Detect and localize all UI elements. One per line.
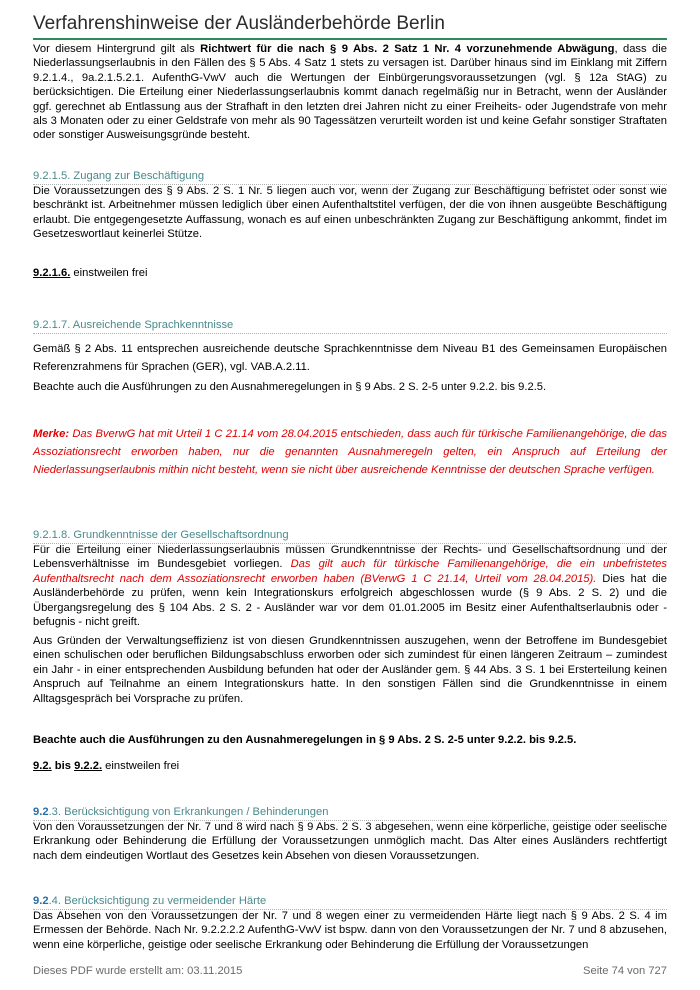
intro-text-1: Vor diesem Hintergrund gilt als (33, 43, 201, 55)
page-title: Verfahrenshinweise der Ausländerbehörde Berlin (33, 13, 667, 40)
merke-label: Merke: (33, 428, 70, 440)
section-heading-9-2-3 (33, 805, 667, 821)
footer-page-number: Seite 74 von 727 (583, 965, 667, 977)
section-number: 9.2 (33, 806, 49, 818)
section-9-2-range (33, 759, 667, 773)
section-9-2-4-text: Das Absehen von den Voraussetzungen der Nr. 7 und 8 wegen einer zu vermeidenden Härte liegt nach § 9 Abs. 2 S. 4 im Ermessen der Behörde. Nach Nr. 9.2.2.2.2 AufenthG-VwV ist bspw. dann von den Voraussetzungen der Nr. 7 und 8 abzusehen, wenn eine körperliche, geistige oder seelische Erkrankung oder Behinderung die Erfüllung der Voraussetzungen (33, 910, 667, 951)
section-9-2-1-7-text-2: Beachte auch die Ausführungen zu den Ausnahmeregelungen in § 9 Abs. 2 S. 2-5 unter 9.2.2. bis 9.2.5. (33, 381, 547, 393)
intro-paragraph (33, 42, 667, 143)
section-9-2-1-8-text-1 (33, 543, 667, 629)
section-text: einstweilen frei (70, 267, 148, 279)
heading-text: .4. Berücksichtigung zu vermeidender Härte (48, 895, 267, 907)
footer-created-date: Dieses PDF wurde erstellt am: 03.11.2015 (33, 965, 243, 977)
text-part: Für die Erteilung einer Niederlassungserlaubnis müssen Grundkenntnisse der Rechts- und Gesellschaftsordnung und der Lebensverhältnisse im Bundesgebiet vorliegen. (33, 544, 667, 571)
page-footer (33, 965, 667, 977)
section-heading-9-2-4 (33, 894, 667, 910)
section-heading-9-2-1-8: 9.2.1.8. Grundkenntnisse der Gesellschaftsordnung (33, 528, 667, 544)
section-9-2-1-7-text-1: Gemäß § 2 Abs. 11 entsprechen ausreichende deutsche Sprachkenntnisse dem Niveau B1 des Gemeinsamen Europäischen Referenzrahmens für Sprachen (GER), vgl. VAB.A.2.11. (33, 343, 667, 373)
range-word: bis (51, 760, 75, 772)
section-number: 9.2.2. (74, 760, 103, 772)
intro-text-2: , dass die Niederlassungserlaubnis in den Fällen des § 5 Abs. 4 Satz 1 stets zu versagen ist. Darüber hinaus sind im Einklang mit Ziffern 9.2.1.4., 9a.2.1.5.2.1. AufenthG-VwV auch die Wertungen der Einbürgerungsvoraussetzungen (vgl. § 12a StAG) zu berücksichtigen. Die Erteilung einer Niederlassungserlaubnis kommt danach regelmäßig nur in Betracht, wenn der Ausländer ggf. gerechnet ab Entlassung aus der Strafhaft in den letzten drei Jahren nicht zu einer Freiheits- oder Jugendstrafe von mehr als 3 Monaten oder zu einer Geldstrafe von mehr als 90 Tagessätzen verurteilt worden ist und keine Gefahr sonstiger Straftaten oder sonstiger Ausweisungsgründe besteht. (33, 43, 667, 142)
section-number: 9.2.1.6. (33, 267, 71, 279)
bold-note: Beachte auch die Ausführungen zu den Ausnahmeregelungen in § 9 Abs. 2 S. 2-5 unter 9.2.2. bis 9.2.5. (33, 734, 577, 746)
merke-text: Das BverwG hat mit Urteil 1 C 21.14 vom 28.04.2015 entschieden, dass auch für türkische Familienangehörige, die das Assoziationsrecht erworben haben, nur die genannten Ausnahmeregeln gelten, ein Anspruch auf Erteilung der Niederlassungserlaubnis mithin nicht besteht, wenn sie nicht über ausreichende Kenntnisse der deutschen Sprache verfügen. (33, 428, 667, 477)
section-number: 9.2. (33, 760, 52, 772)
red-italic-text: Das gilt auch für türkische Familienangehörige, die ein unbefristetes Aufenthaltsrecht nach dem Assoziationsrecht erworben haben (BVerwG 1 C 21.14, Urteil vom 28.04.2015). (33, 558, 667, 585)
section-heading-9-2-1-5: 9.2.1.5. Zugang zur Beschäftigung (33, 169, 667, 185)
section-9-2-1-8-text-3 (33, 733, 667, 747)
heading-text: .3. Berücksichtigung von Erkrankungen / Behinderungen (48, 806, 329, 818)
section-number: 9.2 (33, 895, 49, 907)
section-9-2-3-text: Von den Voraussetzungen der Nr. 7 und 8 wird nach § 9 Abs. 2 S. 3 abgesehen, wenn eine körperliche, geistige oder seelische Erkrankung oder Behinderung die Erfüllung der Voraussetzungen unmöglich macht. Das Alter eines Ausländers rechtfertigt nach dem eindeutigen Wortlaut des Gesetzes kein Absehen von diesen Voraussetzungen. (33, 821, 667, 862)
section-heading-9-2-1-7: 9.2.1.7. Ausreichende Sprachkenntnisse (33, 318, 667, 334)
intro-bold-text: Richtwert für die nach § 9 Abs. 2 Satz 1 Nr. 4 vorzunehmende Abwägung (200, 43, 615, 55)
section-9-2-1-6 (33, 266, 667, 280)
merke-note (33, 425, 667, 480)
section-9-2-1-8-text-2: Aus Gründen der Verwaltungseffizienz ist von diesen Grundkenntnissen auszugehen, wenn der Betroffene im Bundesgebiet einen schulischen oder beruflichen Bildungsabschluss erworben oder sich zumindest für einen längeren Zeitraum – zumindest ein Jahr - in einer entsprechenden Ausbildung befunden hat oder der Ausländer gem. § 44 Abs. 3 S. 1 bei Ersterteilung keinen Anspruch auf Teilnahme an einem Integrationskurs hatte. In den sonstigen Fällen sind die Grundkenntnisse in einem Alltagsgespräch bei Vorsprache zu prüfen. (33, 635, 667, 705)
text-part: Dies hat die Ausländerbehörde zu prüfen, wenn kein Integrationskurs erfolgreich abgeschlossen wurde (§ 9 Abs. 2 S. 2) und die Übergangsregelung des § 104 Abs. 2 S. 2 - Ausländer war vor dem 01.01.2005 im Besitz einer Aufenthaltserlaubnis oder -befugnis - nicht greift. (33, 572, 667, 629)
section-9-2-1-5-text: Die Voraussetzungen des § 9 Abs. 2 S. 1 Nr. 5 liegen auch vor, wenn der Zugang zur Beschäftigung befristet oder sonst wie beschränkt ist. Arbeitnehmer müssen lediglich über einen Aufenthaltstitel verfügen, der die von ihnen ausgeübte Beschäftigung erlaubt. Die entgegengesetzte Auffassung, wonach es auf einen unbeschränkten Zugang zur Beschäftigung ankommt, findet im Gesetzeswortlaut keinerlei Stütze. (33, 185, 667, 241)
section-text: einstweilen frei (102, 760, 180, 772)
